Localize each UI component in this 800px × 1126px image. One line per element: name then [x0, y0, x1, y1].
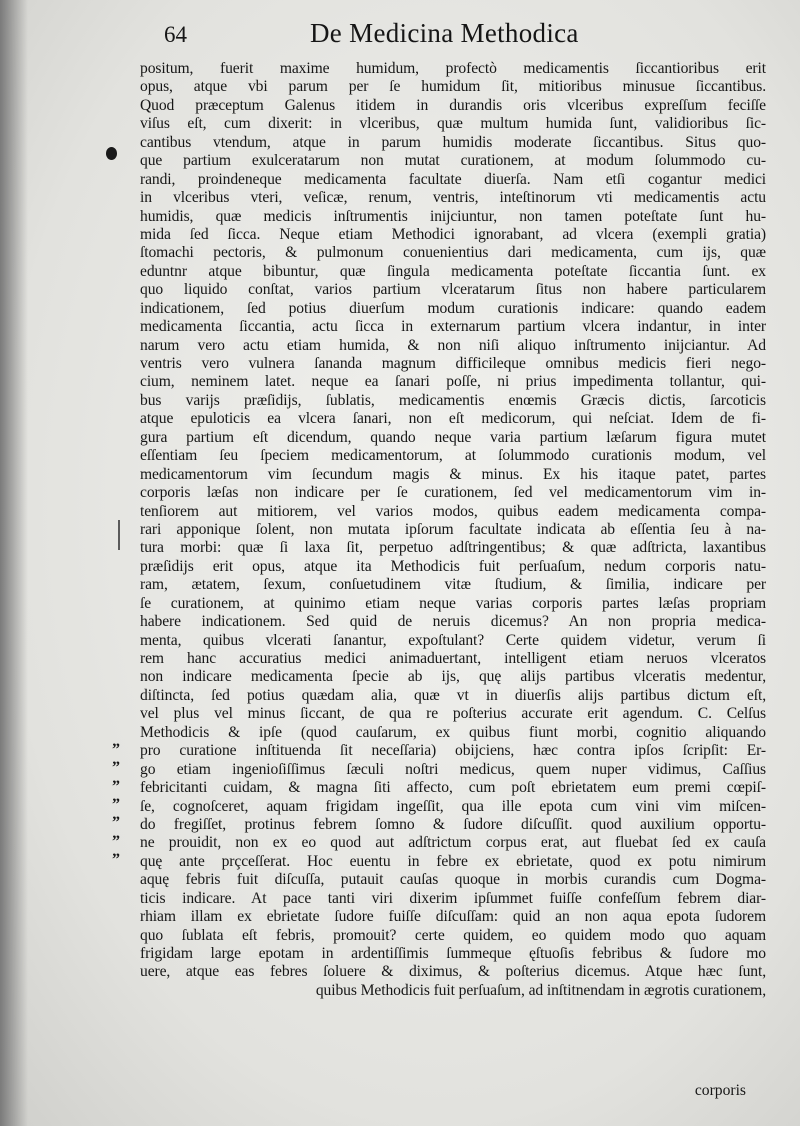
text-line: Quod præceptum Galenus itidem in durandis oris vlceribus expreſſum feciſſe: [140, 96, 766, 114]
text-line: indicationem, ſed potius diuerſum modum curationis indicare: quando eadem: [140, 299, 766, 317]
text-line: go etiam ingenioſiſſimus ſæculi noſtri medicus, quem nuper vidimus, Caſſius: [140, 760, 766, 778]
text-line: ticis indicare. At pace tanti viri dixerim ipſummet fuiſſe confeſſum febrem diar-: [140, 889, 766, 907]
text-line: febricitanti cuidam, & magna ſiti affecto, cum poſt ebrietatem eum premi cœpiſ-: [140, 779, 766, 797]
text-line: medicamentorum vim ſecundum magis & minus. Ex his itaque patet, partes: [140, 465, 766, 483]
text-line: humidis, quæ medicis inſtrumentis inijciuntur, non tamen poteſtate ſunt hu-: [140, 207, 766, 225]
text-line: non indicare medicamenta ſpecie ab ijs, quę alijs partibus vlceratis medentur,: [140, 668, 766, 686]
text-line: aquę febris fuit diſcuſſa, putauit cauſas quoque in morbis curandis cum Dogma-: [140, 871, 766, 889]
text-line: quo liquido conſtat, varios partium vlceratarum ſitus non habere particularem: [140, 281, 766, 299]
text-line: eduntnr atque bibuntur, quæ ſingula medicamenta poteſtate ſiccantia ſunt. ex: [140, 262, 766, 280]
text-line: que partium exulceratarum non mutat curationem, at modum ſolummodo cu-: [140, 152, 766, 170]
ink-blot: [106, 147, 117, 160]
text-line: in vlceribus vteri, veſicæ, renum, ventris, inteſtinorum vti medicamentis actu: [140, 189, 766, 207]
binding-shadow: [0, 0, 28, 1126]
body-text: [140, 60, 766, 1000]
text-line: eſſentiam ſeu ſpeciem medicamentorum, at ſolummodo curationis modum, vel: [140, 447, 766, 465]
page-number: 64: [164, 22, 187, 47]
text-line: rari apponique ſolent, non mutata ipſorum facultate indicata ab eſſentia ſeu à na-: [140, 520, 766, 538]
text-line: ventris vero vulnera ſananda magnum difficileque omnibus medicis fieri nego-: [140, 355, 766, 372]
text-line: ne prouidit, non ex eo quod aut adſtrictum corpus erat, aut fluebat ſed ex cauſa: [140, 834, 766, 852]
text-line: gura partium eſt dicendum, quando neque varia partium læſarum figura mutet: [140, 428, 766, 446]
quotation-mark: ”: [112, 796, 120, 813]
text-line: mida ſed ſicca. Neque etiam Methodici ignorabant, ad vlcera (exempli gratia): [140, 225, 766, 243]
text-line: quę ante prçceſſerat. Hoc euentu in febre ex ebrietate, quod ex potu nimirum: [140, 852, 766, 870]
text-line: cium, neminem latet. neque ea ſanari poſſe, ni prius impedimenta tollantur, qui-: [140, 373, 766, 391]
text-line: viſus eſt, cum dixerit: in vlceribus, quæ multum humida ſunt, validioribus ſic-: [140, 115, 766, 133]
text-line: Methodicis & ipſe (quod cauſarum, ex quibus fiunt morbi, cognitio aliquando: [140, 723, 766, 741]
text-line: narum vero actu etiam humida, & non niſi aliquo inſtrumento inijciantur. Ad: [140, 336, 766, 354]
quotation-mark: ”: [112, 851, 120, 869]
text-line: rem hanc accuratius medici animaduertant, intelligent etiam neruos vlceratos: [140, 650, 766, 667]
text-line: habere indicationem. Sed quid de neruis dicemus? An non propria medica-: [140, 613, 766, 631]
margin-pencil-mark: [118, 520, 120, 550]
text-line: opus, atque vbi parum per ſe humidum ſit, mitioribus minusue ſiccantibus.: [140, 78, 766, 96]
text-line: corporis læſas non indicare per ſe curationem, ſed vel medicamentorum vim in-: [140, 484, 766, 502]
text-line: positum, fuerit maxime humidum, profectò medicamentis ſiccantioribus erit: [140, 60, 766, 77]
text-line: ſe curationem, at quinimo etiam neque varias corporis partes læſas propriam: [140, 594, 766, 612]
text-line: randi, proindeneque medicamenta facultate diuerſa. Nam etſi cogantur medici: [140, 170, 766, 188]
text-line: tura morbi: quæ ſi laxa ſit, perpetuo adſtringentibus; & quæ adſtricta, laxantibus: [140, 539, 766, 557]
text-line: bus varijs præſidijs, ſublatis, medicamentis enœmis Græcis dictis, ſarcoticis: [140, 391, 766, 409]
running-head: De Medicina Methodica: [310, 18, 579, 48]
quotation-mark: ”: [112, 832, 120, 850]
text-line: diſtincta, ſed potius quædam alia, quæ vt in diuerſis alijs partibus dictum eſt,: [140, 686, 766, 704]
text-line: atque epuloticis ea vlcera ſanari, non eſt medicorum, qui neſciat. Idem de fi-: [140, 410, 766, 428]
quotation-mark: ”: [112, 759, 120, 777]
catchword: corporis: [694, 1082, 746, 1099]
text-line: ſtomachi pectoris, & pulmonum conuenientius dari medicamenta, cum ijs, quæ: [140, 244, 766, 262]
page-header: [140, 18, 750, 52]
text-line: pro curatione inſtituenda ſit neceſſaria) obijciens, hæc contra ipſos ſcripſit: Er-: [140, 742, 766, 760]
text-line: tenſiorem aut mitiorem, vel varios modos, quibus eadem medicamenta compa-: [140, 502, 766, 520]
quotation-mark: ”: [112, 777, 120, 795]
text-line: rhiam illam ex ebrietate ſudore fuiſſe diſcuſſam: quid an non aqua epota ſudorem: [140, 908, 766, 926]
quotation-mark: ”: [112, 814, 120, 832]
text-line: menta, quibus vlcerati ſanantur, expoſtulant? Certe quidem videtur, verum ſi: [140, 631, 766, 649]
text-line: quo ſublata eſt febris, promouit? certe quidem, eo quidem modo quo aquam: [140, 926, 766, 944]
text-line: do fregiſſet, protinus febrem ſomno & ſudore diſcuſſit. quod auxilium opportu-: [140, 815, 766, 833]
text-line: uere, atque eas febres ſoluere & diximus, & poſterius dicemus. Atque hæc ſunt,: [140, 963, 766, 981]
text-line: ram, ætatem, ſexum, conſuetudinem vitæ ſtudium, & ſimilia, indicare per: [140, 576, 766, 594]
text-line: vel plus vel minus ſiccant, de qua re poſterius accurate erit agendum. C. Celſus: [140, 705, 766, 723]
text-line: medicamenta ſiccantia, actu ſicca in externarum partium vlcera indantur, in inter: [140, 318, 766, 336]
text-line: præſidijs erit opus, atque ita Methodicis fuit perſuaſum, nedum corporis natu-: [140, 557, 766, 575]
quotation-mark: ”: [112, 740, 120, 758]
text-line: quibus Methodicis fuit perſuaſum, ad inſtitnendam in ægrotis curationem,: [315, 981, 766, 999]
text-line: cantibus vtendum, atque in parum humidis moderate ſiccantibus. Situs quo-: [140, 133, 766, 151]
text-line: frigidam large epotam in ardentiſſimis ſummeque ęſtuoſis febribus & ſudore mo: [140, 945, 766, 962]
text-line: ſe, cognoſceret, aquam frigidam ingeſſit, qua ille epota cum vini vim miſcen-: [140, 797, 766, 815]
